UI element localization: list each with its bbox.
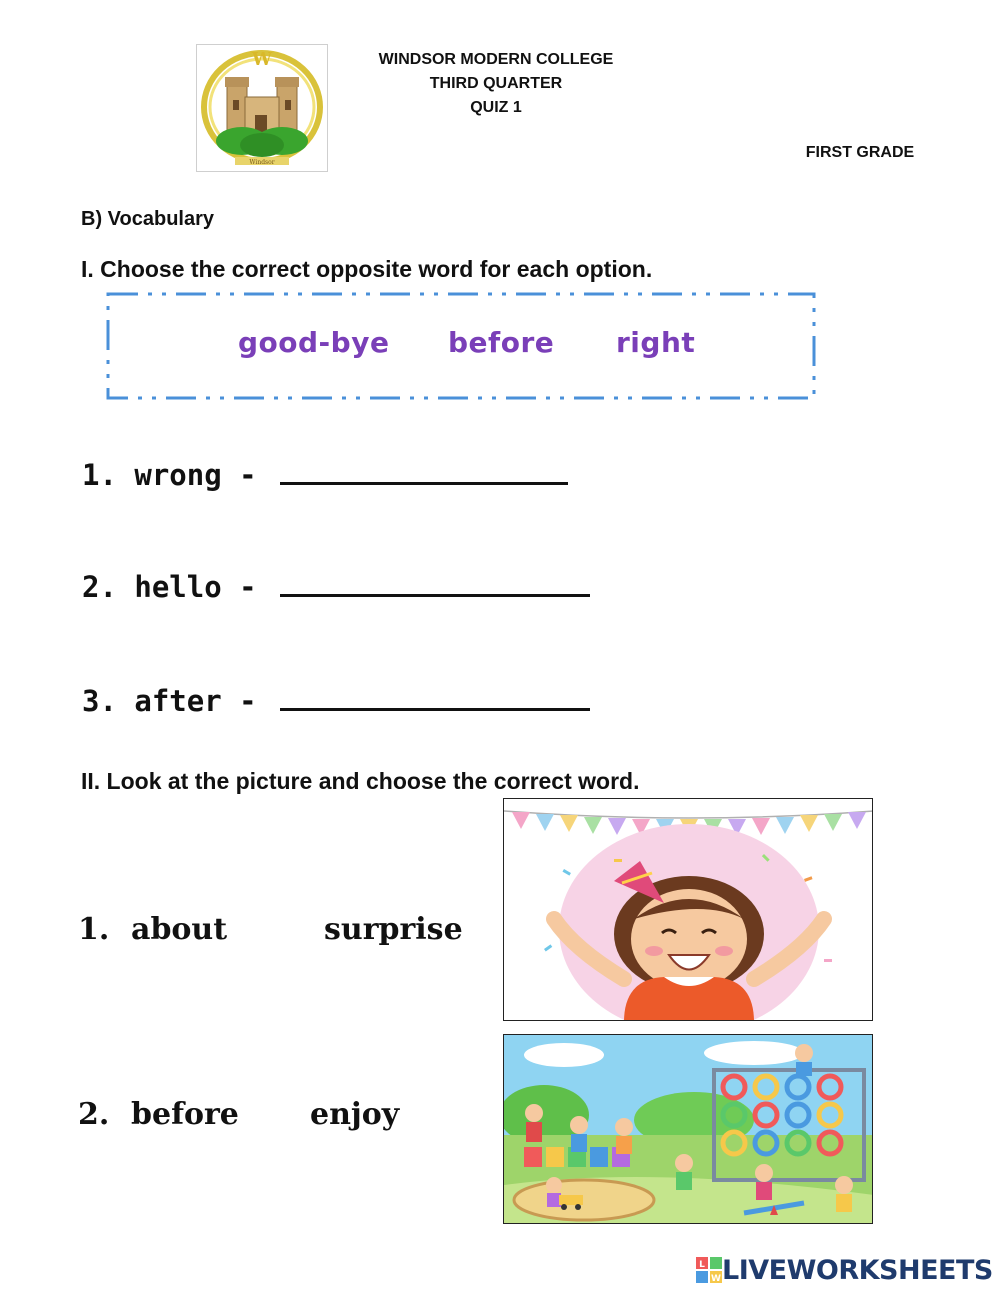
quarter-label: THIRD QUARTER (429, 75, 563, 92)
answer-blank[interactable] (280, 678, 590, 711)
choice-option[interactable]: surprise (324, 912, 463, 947)
answer-blank[interactable] (280, 452, 568, 485)
word-bank-item[interactable]: right (616, 326, 696, 359)
svg-text:Windsor: Windsor (249, 159, 275, 166)
logo-letter: L (699, 1260, 705, 1270)
item-prompt: 3. after - (82, 684, 257, 718)
choice-option[interactable]: about (131, 912, 228, 947)
playground-kids-picture (503, 1034, 873, 1224)
quiz-label: QUIZ 1 (470, 99, 522, 116)
choice-option[interactable]: enjoy (310, 1097, 400, 1132)
exercise2-instruction: II. Look at the picture and choose the correct word. (81, 768, 640, 794)
word-bank-item[interactable]: good-bye (238, 326, 390, 359)
exercise2-number: 2. (78, 1097, 110, 1132)
exercise1-instruction: I. Choose the correct opposite word for each option. (81, 256, 653, 282)
logo-letter: W (711, 1274, 721, 1283)
party-girl-picture (503, 798, 873, 1021)
grade-label: FIRST GRADE (805, 144, 915, 161)
castle-crest-icon (197, 45, 327, 171)
word-bank-item[interactable]: before (448, 326, 555, 359)
svg-text:W: W (251, 49, 273, 70)
exercise1-item (82, 678, 590, 718)
school-heading (340, 48, 652, 120)
exercise1-item (82, 452, 568, 492)
brand-name: LIVEWORKSHEETS (722, 1254, 993, 1286)
word-bank-box (106, 292, 816, 400)
choice-option[interactable]: before (131, 1097, 239, 1132)
liveworksheets-brand[interactable] (696, 1254, 993, 1286)
liveworksheets-logo-icon (696, 1257, 722, 1283)
exercise1-item (82, 564, 590, 604)
exercise2-number: 1. (78, 912, 110, 947)
item-prompt: 1. wrong - (82, 458, 257, 492)
section-title: B) Vocabulary (81, 208, 214, 230)
school-name: WINDSOR MODERN COLLEGE (378, 51, 614, 68)
item-prompt: 2. hello - (82, 570, 257, 604)
school-logo (196, 44, 328, 172)
answer-blank[interactable] (280, 564, 590, 597)
